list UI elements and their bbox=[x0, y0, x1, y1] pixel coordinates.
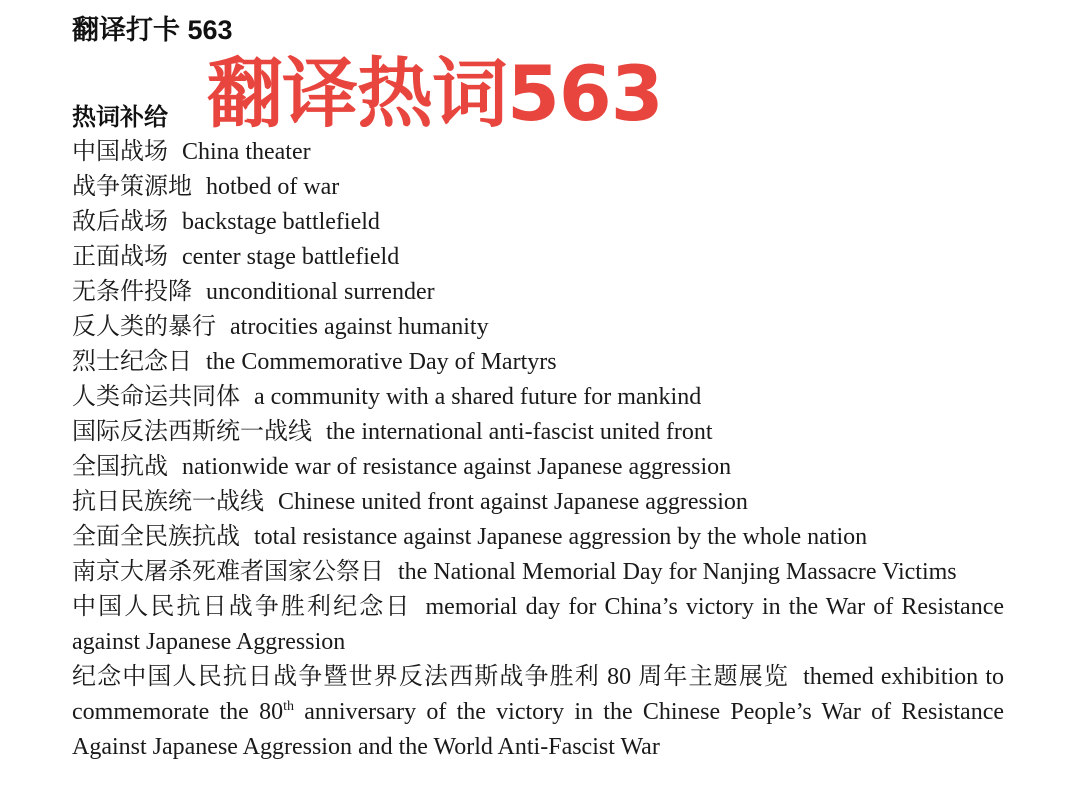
term-english: total resistance against Japanese aggression by the whole nation bbox=[254, 524, 868, 550]
glossary-entry bbox=[72, 415, 1004, 450]
term-chinese: 无条件投降 bbox=[72, 279, 192, 305]
term-english: unconditional surrender bbox=[206, 279, 435, 305]
term-chinese: 全面全民族抗战 bbox=[72, 524, 240, 550]
glossary-entry bbox=[72, 205, 1004, 240]
glossary-entry bbox=[72, 345, 1004, 380]
term-english: hotbed of war bbox=[206, 174, 340, 200]
glossary-entry bbox=[72, 450, 1004, 485]
term-english: the international anti-fascist united front bbox=[326, 419, 713, 445]
term-english: China theater bbox=[182, 139, 311, 165]
glossary-list bbox=[72, 135, 1004, 765]
term-english-part: themed exhibition to commemorate the 80 bbox=[72, 664, 1004, 725]
glossary-entry bbox=[72, 310, 1004, 345]
term-chinese: 中国战场 bbox=[72, 139, 168, 165]
term-chinese: 国际反法西斯统一战线 bbox=[72, 419, 312, 445]
glossary-entry bbox=[72, 170, 1004, 205]
term-english: the National Memorial Day for Nanjing Massacre Victims bbox=[398, 559, 957, 585]
term-chinese: 敌后战场 bbox=[72, 209, 168, 235]
term-chinese: 全国抗战 bbox=[72, 454, 168, 480]
term-english-part: anniversary of the victory in the Chinese People’s War of Resistance Against Japanese Aggression and the World Anti-Fascist War bbox=[72, 699, 1005, 760]
term-chinese: 纪念中国人民抗日战争暨世界反法西斯战争胜利 80 周年主题展览 bbox=[72, 664, 790, 690]
glossary-entry bbox=[72, 240, 1004, 275]
glossary-entry bbox=[72, 590, 1004, 660]
term-chinese: 南京大屠杀死难者国家公祭日 bbox=[72, 559, 384, 585]
term-english: a community with a shared future for mankind bbox=[254, 384, 702, 410]
glossary-entry bbox=[72, 275, 1004, 310]
overlay-title: 翻译热词563 bbox=[207, 49, 663, 138]
term-english: Chinese united front against Japanese aggression bbox=[278, 489, 748, 515]
term-chinese: 战争策源地 bbox=[72, 174, 192, 200]
section-heading: 热词补给 bbox=[72, 102, 168, 131]
term-english: backstage battlefield bbox=[182, 209, 380, 235]
term-chinese: 中国人民抗日战争胜利纪念日 bbox=[72, 594, 412, 620]
term-english: nationwide war of resistance against Japanese aggression bbox=[182, 454, 732, 480]
term-english: memorial day for China’s victory in the War of Resistance against Japanese Aggression bbox=[72, 594, 1005, 655]
term-chinese: 抗日民族统一战线 bbox=[72, 489, 264, 515]
term-english: atrocities against humanity bbox=[230, 314, 489, 340]
term-chinese: 人类命运共同体 bbox=[72, 384, 240, 410]
term-english: the Commemorative Day of Martyrs bbox=[206, 349, 557, 375]
glossary-entry bbox=[72, 485, 1004, 520]
glossary-entry bbox=[72, 380, 1004, 415]
term-chinese: 烈士纪念日 bbox=[72, 349, 192, 375]
glossary-entry bbox=[72, 555, 1004, 590]
term-chinese: 反人类的暴行 bbox=[72, 314, 216, 340]
ordinal-suffix: th bbox=[283, 699, 294, 714]
glossary-entry bbox=[72, 660, 1004, 765]
term-chinese: 正面战场 bbox=[72, 244, 168, 270]
glossary-entry bbox=[72, 520, 1004, 555]
glossary-entry bbox=[72, 135, 1004, 170]
document-title: 翻译打卡 563 bbox=[72, 15, 233, 45]
term-english: center stage battlefield bbox=[182, 244, 400, 270]
